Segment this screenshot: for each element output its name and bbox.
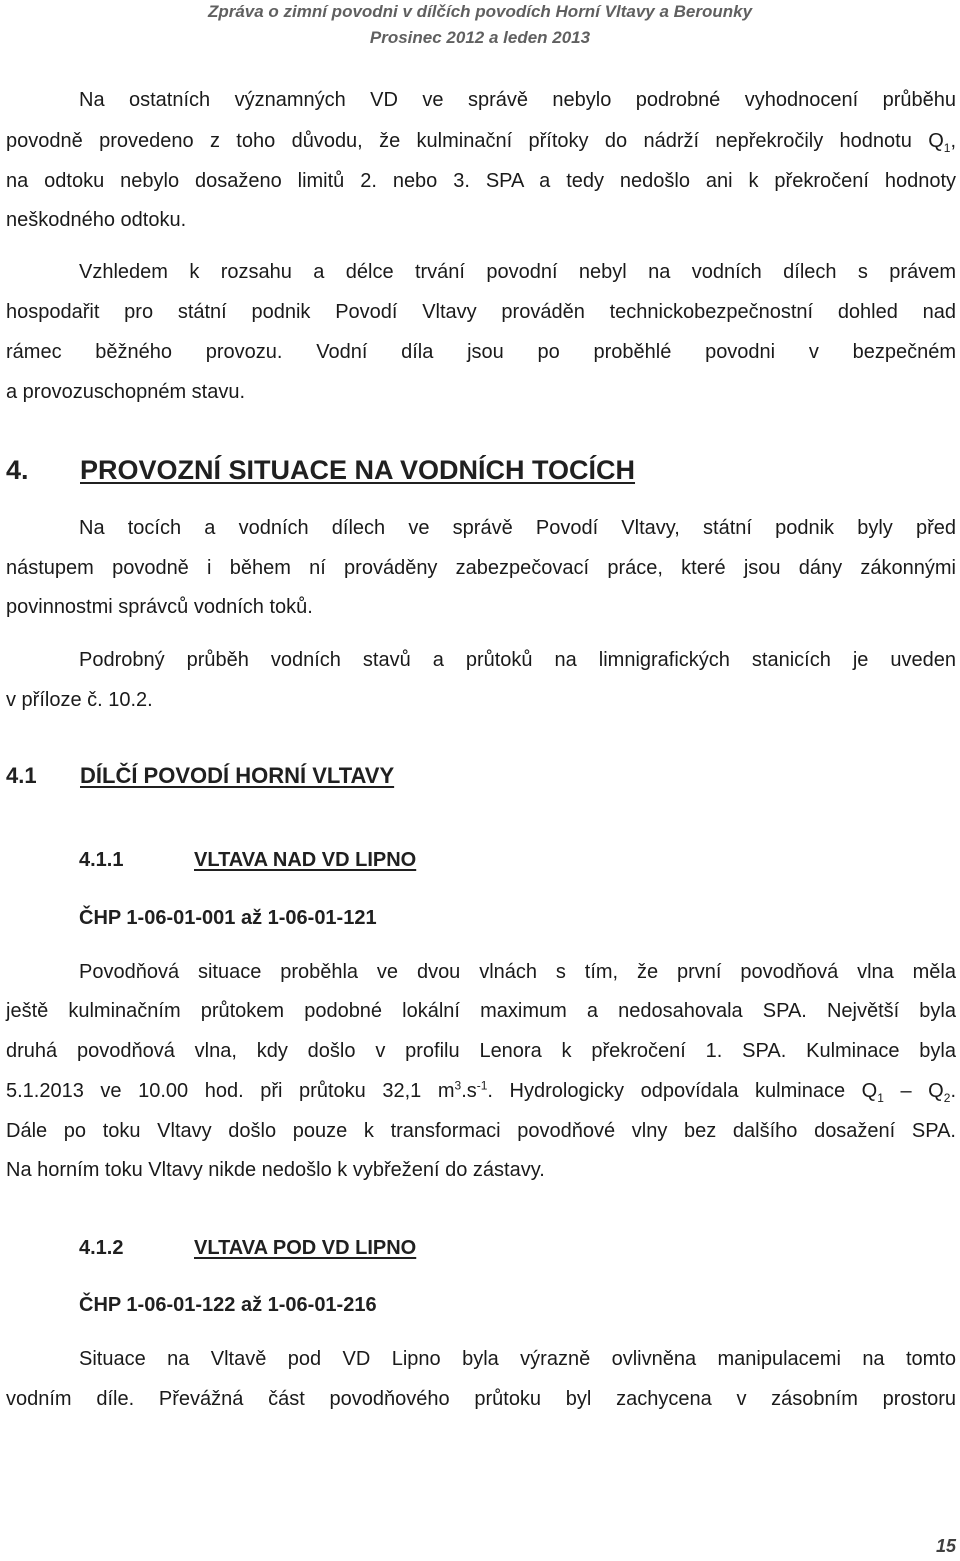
paragraph-2-line-1: Vzhledem k rozsahu a délce trvání povodní nebyl na vodních dílech s právem [79,261,956,283]
paragraph-5-line-4: 5.1.2013 ve 10.00 hod. při průtoku 32,1 $m^3.s^{-1}$. Hydrologicky odpovídala kulminace $Q_1 - Q_2$. [6,1078,956,1105]
section-4-title: PROVOZNÍ SITUACE NA VODNÍCH TOCÍCH [80,455,636,485]
section-4-1-title: DÍLČÍ POVODÍ HORNÍ VLTAVY [80,763,395,788]
paragraph-6-line-2: vodním díle. Převážná část povodňového průtoku byl zachycena v zásobním prostoru [6,1388,956,1410]
section-4-1-2-chp-range: ČHP 1-06-01-122 až 1-06-01-216 [79,1294,377,1316]
paragraph-5-line-6: Na horním toku Vltavy nikde nedošlo k vybřežení do zástavy. [6,1159,545,1181]
header-period: Prosinec 2012 a leden 2013 [369,28,591,47]
section-4-1-number: 4.1 [6,763,37,788]
section-4-1-1-title: VLTAVA NAD VD LIPNO [194,849,417,871]
section-4-1-2-heading [79,1235,416,1261]
section-4-1-1-heading [79,847,416,873]
paragraph-5-line-3: druhá povodňová vlna, kdy došlo v profilu Lenora k překročení 1. SPA. Kulminace byla [6,1040,956,1062]
header-report-title: Zpráva o zimní povodni v dílčích povodích Horní Vltavy a Berounky [207,2,753,21]
paragraph-4-line-2: v příloze č. 10.2. [6,689,153,711]
paragraph-2-line-2: hospodařit pro státní podnik Povodí Vltavy prováděn technickobezpečnostní dohled nad [6,301,956,323]
section-4-1-1-number: 4.1.1 [79,849,124,871]
section-4-number: 4. [6,455,29,485]
paragraph-4-line-1: Podrobný průběh vodních stavů a průtoků na limnigrafických stanicích je uveden [79,649,956,671]
paragraph-3-line-3: povinnostmi správců vodních toků. [6,596,313,618]
paragraph-6-line-1: Situace na Vltavě pod VD Lipno byla výrazně ovlivněna manipulacemi na tomto [79,1348,956,1370]
section-4-heading [6,454,635,486]
paragraph-3-line-2: nástupem povodně i během ní prováděny zabezpečovací práce, které jsou dány zákonnými [6,557,956,579]
paragraph-2-line-3: rámec běžného provozu. Vodní díla jsou po proběhlé povodni v bezpečném [6,341,956,363]
paragraph-1-line-1: Na ostatních významných VD ve správě nebylo podrobné vyhodnocení průběhu [79,89,956,111]
section-4-1-1-chp-range: ČHP 1-06-01-001 až 1-06-01-121 [79,907,377,929]
paragraph-5-line-2: ještě kulminačním průtokem podobné lokální maximum a nedosahovala SPA. Největší byla [6,1000,956,1022]
section-4-1-heading [6,762,394,790]
paragraph-2-line-4: a provozuschopném stavu. [6,381,246,403]
paragraph-1-line-4: neškodného odtoku. [6,209,187,231]
paragraph-5-line-1: Povodňová situace proběhla ve dvou vlnách s tím, že první povodňová vlna měla [79,961,956,983]
page-number: 15 [935,1536,956,1556]
section-4-1-2-title: VLTAVA POD VD LIPNO [194,1237,417,1259]
paragraph-1-line-3: na odtoku nebylo dosaženo limitů 2. nebo 3. SPA a tedy nedošlo ani k překročení hodnoty [6,170,956,192]
paragraph-1-line-2: povodně provedeno z toho důvodu, že kulminační přítoky do nádrží nepřekročily hodnotu $Q_1$, [6,130,956,155]
paragraph-5-line-5: Dále po toku Vltavy došlo pouze k transformaci povodňové vlny bez dalšího dosažení SPA. [6,1120,956,1142]
paragraph-3-line-1: Na tocích a vodních dílech ve správě Povodí Vltavy, státní podnik byly před [79,517,956,539]
section-4-1-2-number: 4.1.2 [79,1237,124,1259]
